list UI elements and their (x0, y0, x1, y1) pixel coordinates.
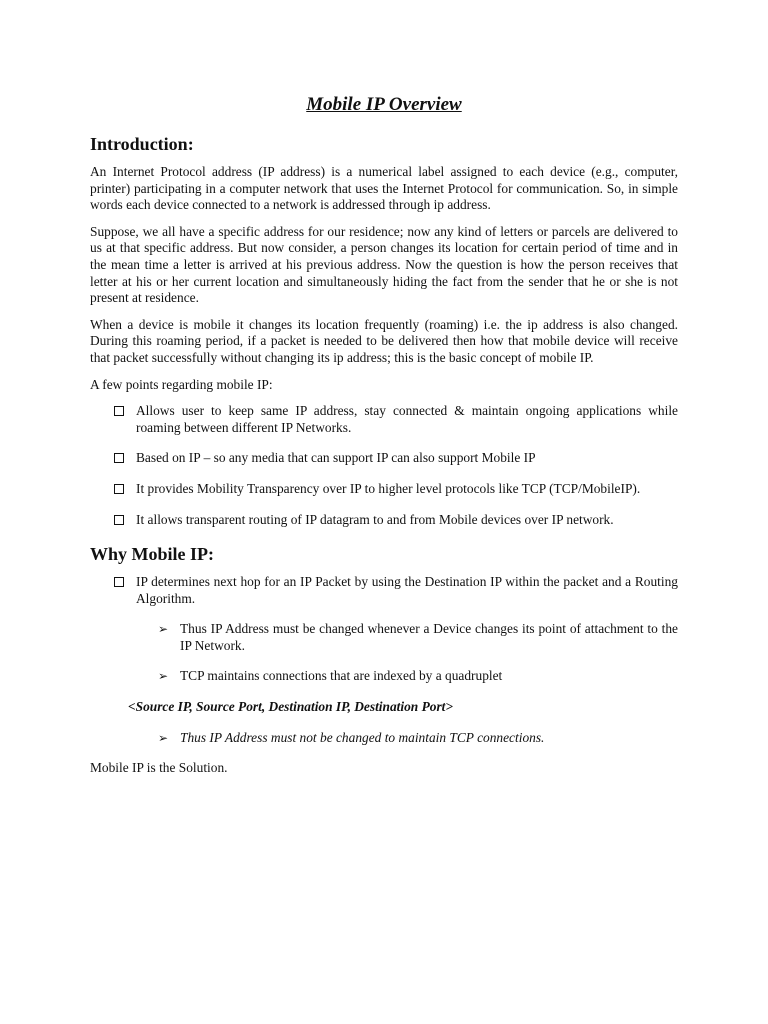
checkbox-bullet-icon (114, 515, 124, 525)
sub-list-item (90, 621, 678, 654)
mobile-ip-points-list (90, 403, 678, 528)
list-item (90, 481, 678, 498)
sub-list-item-text: Thus IP Address must be changed whenever a Device changes its point of attachment to the IP Network. (180, 621, 678, 653)
checkbox-bullet-icon (114, 577, 124, 587)
list-item-text: Based on IP – so any media that can support IP can also support Mobile IP (136, 450, 536, 466)
arrow-bullet-icon: ➢ (158, 669, 169, 684)
intro-paragraph-3: When a device is mobile it changes its location frequently (roaming) i.e. the ip address is also changed. During this roaming period, if a packet is needed to be delivered then how that mobile device will receive that packet successfully without changing its ip address; this is the basic concept of mobile IP. (90, 316, 678, 365)
list-item-text: Allows user to keep same IP address, stay connected & maintain ongoing applications while roaming between different IP Networks. (136, 403, 678, 435)
document-title: Mobile IP Overview (306, 94, 462, 115)
sub-list-item (90, 730, 678, 747)
list-item (90, 574, 678, 607)
checkbox-bullet-icon (114, 453, 124, 463)
closing-line: Mobile IP is the Solution. (90, 760, 228, 776)
list-item-text: IP determines next hop for an IP Packet by using the Destination IP within the packet and a Routing Algorithm. (136, 574, 678, 606)
list-item (90, 403, 678, 436)
checkbox-bullet-icon (114, 484, 124, 494)
arrow-bullet-icon: ➢ (158, 730, 169, 745)
list-item (90, 512, 678, 529)
why-points-list (90, 574, 678, 607)
document-page (90, 92, 678, 787)
sub-list-item (90, 668, 678, 685)
intro-paragraph-4: A few points regarding mobile IP: (90, 376, 273, 392)
list-item-text: It provides Mobility Transparency over IP to higher level protocols like TCP (TCP/MobileIP). (136, 480, 641, 496)
list-item (90, 450, 678, 467)
quadruplet-tuple: <Source IP, Source Port, Destination IP, Destination Port> (128, 699, 454, 715)
checkbox-bullet-icon (114, 406, 124, 416)
arrow-bullet-icon: ➢ (158, 622, 169, 637)
why-conclusion-list (90, 730, 678, 747)
why-heading: Why Mobile IP: (90, 544, 214, 565)
why-subpoints-list (90, 621, 678, 685)
list-item-text: It allows transparent routing of IP datagram to and from Mobile devices over IP network. (136, 511, 614, 527)
intro-paragraph-2: Suppose, we all have a specific address for our residence; now any kind of letters or parcels are delivered to us at that specific address. But now consider, a person changes its location for certain period of time and in the mean time a letter is arrived at his previous address. Now the question is how the person receives that letter at his or her current location and simultaneously hiding the fact from the sender that he or she is not present at residence. (90, 223, 678, 306)
sub-list-item-text: Thus IP Address must not be changed to maintain TCP connections. (180, 729, 545, 745)
intro-paragraph-1: An Internet Protocol address (IP address) is a numerical label assigned to each device (e.g., computer, printer) participating in a computer network that uses the Internet Protocol for communication. So, in simple words each device connected to a network is addressed through ip address. (90, 164, 678, 213)
sub-list-item-text: TCP maintains connections that are indexed by a quadruplet (180, 668, 503, 684)
intro-heading: Introduction: (90, 134, 194, 154)
